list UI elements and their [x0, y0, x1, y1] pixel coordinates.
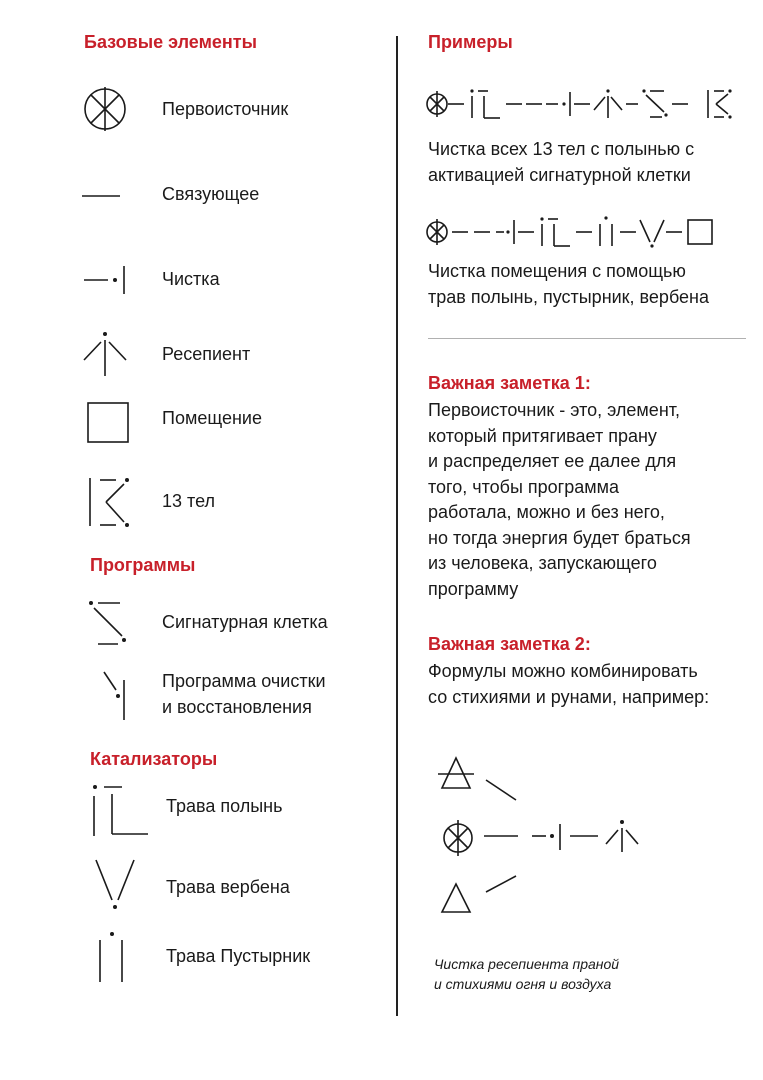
- note1-line: Первоисточник - это, элемент,: [428, 400, 681, 420]
- note1-line: но тогда энергия будет браться: [428, 528, 691, 548]
- restore-program-label-line1: Программа очистки: [162, 671, 326, 691]
- restore-program-symbol-icon: [96, 664, 132, 722]
- example1-text-line1: Чистка всех 13 тел с полынью с: [428, 139, 695, 159]
- programs-heading: Программы: [90, 555, 196, 575]
- note1-line: того, чтобы программа: [428, 477, 620, 497]
- example2-formula-icon: [424, 212, 724, 252]
- section-divider: [428, 338, 746, 339]
- recipient-label: Ресепиент: [162, 344, 251, 364]
- signature-cell-symbol-icon: [86, 596, 130, 650]
- room-symbol-icon: [86, 400, 132, 446]
- room-label: Помещение: [162, 408, 262, 428]
- column-divider: [396, 36, 398, 1016]
- signature-cell-label: Сигнатурная клетка: [162, 612, 328, 632]
- recipient-symbol-icon: [80, 330, 130, 378]
- note1-line: из человека, запускающего: [428, 553, 657, 573]
- motherwort-label: Трава Пустырник: [166, 946, 311, 966]
- elements-formula-icon: [436, 752, 646, 922]
- example2-text-line1: Чистка помещения с помощью: [428, 261, 686, 281]
- example1-formula-icon: [424, 84, 740, 124]
- note2-heading: Важная заметка 2:: [428, 634, 591, 654]
- wormwood-label: Трава полынь: [166, 796, 283, 816]
- link-symbol-icon: [82, 188, 124, 204]
- note1-line: и распределяет ее далее для: [428, 451, 677, 471]
- example2-text-line2: трав полынь, пустырник, вербена: [428, 287, 710, 307]
- source-label: Первоисточник: [162, 99, 289, 119]
- source-symbol-icon: [80, 84, 130, 134]
- bodies-symbol-icon: [84, 474, 134, 530]
- note2-line: со стихиями и рунами, например:: [428, 687, 710, 707]
- verbena-label: Трава вербена: [166, 877, 290, 897]
- motherwort-symbol-icon: [92, 928, 132, 986]
- bodies-label: 13 тел: [162, 491, 215, 511]
- examples-heading: Примеры: [428, 32, 513, 52]
- base-elements-heading: Базовые элементы: [84, 32, 257, 52]
- note1-line: программу: [428, 579, 519, 599]
- verbena-symbol-icon: [92, 856, 140, 912]
- note1-line: который притягивает прану: [428, 426, 657, 446]
- formula-caption-line2: и стихиями огня и воздуха: [434, 976, 612, 992]
- wormwood-symbol-icon: [88, 780, 152, 840]
- restore-program-label-line2: и восстановления: [162, 697, 312, 717]
- catalysts-heading: Катализаторы: [90, 749, 218, 769]
- link-label: Связующее: [162, 184, 260, 204]
- note2-line: Формулы можно комбинировать: [428, 661, 698, 681]
- formula-caption-line1: Чистка ресепиента праной: [434, 956, 620, 972]
- example1-text-line2: активацией сигнатурной клетки: [428, 165, 691, 185]
- cleanse-label: Чистка: [162, 269, 220, 289]
- note1-line: работала, можно и без него,: [428, 502, 665, 522]
- cleanse-symbol-icon: [82, 262, 132, 298]
- note1-heading: Важная заметка 1:: [428, 373, 591, 393]
